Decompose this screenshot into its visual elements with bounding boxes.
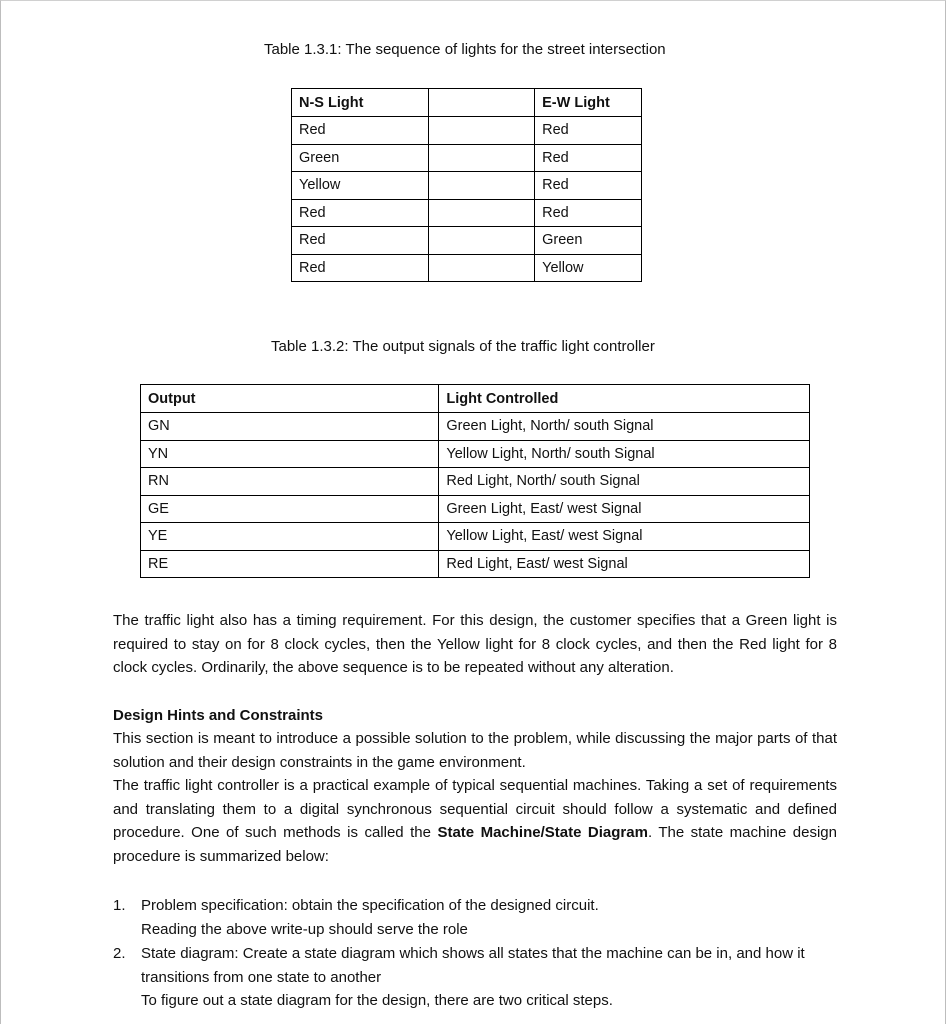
table-cell: Red [535,117,642,145]
table-cell: Green [535,227,642,255]
table-cell [428,144,534,172]
table-cell: Yellow [292,172,429,200]
light-sequence-table [291,88,642,282]
table-cell: Yellow [535,254,642,282]
table-row [141,440,810,468]
table-cell: Red [292,254,429,282]
column-header-output: Output [141,385,439,413]
state-machine-paragraph [113,774,837,868]
table-cell: Red Light, East/ west Signal [439,550,810,578]
table2-caption: Table 1.3.2: The output signals of the traffic light controller [271,338,655,355]
table-cell: Red [292,199,429,227]
table-cell: Red [535,199,642,227]
table-cell [428,199,534,227]
column-header-light-controlled: Light Controlled [439,385,810,413]
table-cell [428,227,534,255]
list-item-text: Problem specification: obtain the specification of the designed circuit. [141,897,599,914]
hints-intro-paragraph: This section is meant to introduce a possible solution to the problem, while discussing the major parts of that solution and their design constraints in the game environment. [113,730,837,771]
state-machine-term: State Machine/State Diagram [437,824,648,841]
table-cell: YE [141,523,439,551]
table-cell: Green Light, East/ west Signal [439,495,810,523]
list-item-body [141,942,837,1013]
table-cell [428,254,534,282]
list-item-body [141,894,837,941]
table-row [141,550,810,578]
table-row [141,495,810,523]
list-item-note: To figure out a state diagram for the design, there are two critical steps. [141,992,613,1009]
list-number: 1. [113,897,126,914]
timing-paragraph: The traffic light also has a timing requirement. For this design, the customer specifies that a Green light is required to stay on for 8 clock cycles, then the Yellow light for 8 clock cycles, and then the Red light for 8 clock cycles. Ordinarily, the above sequence is to be repeated without any alteration. [113,612,837,676]
column-header-ns: N-S Light [292,89,429,117]
table-row [292,144,642,172]
table1-caption: Table 1.3.1: The sequence of lights for the street intersection [264,41,666,58]
table-header-row [292,89,642,117]
table-cell: Red [535,144,642,172]
table-cell: Yellow Light, North/ south Signal [439,440,810,468]
table-cell [428,117,534,145]
table-cell [428,172,534,200]
column-header-ew: E-W Light [535,89,642,117]
table-cell: YN [141,440,439,468]
column-header-blank [428,89,534,117]
table-cell: RN [141,468,439,496]
table-row [292,172,642,200]
table-row [141,468,810,496]
table-row [141,413,810,441]
table-cell: Green Light, North/ south Signal [439,413,810,441]
table-cell: RE [141,550,439,578]
table-row [292,254,642,282]
paragraph-text: The traffic light controller is a practical example of typical sequential machines. Taking a set of requirements and translating them to a digital synchronous sequential circuit should follow a systematic and defined procedure. One of such methods is called the [113,777,837,841]
table-cell: Red Light, North/ south Signal [439,468,810,496]
table-cell: Red [292,117,429,145]
table-row [292,227,642,255]
table-cell: Yellow Light, East/ west Signal [439,523,810,551]
table-cell: Red [535,172,642,200]
output-signals-table [140,384,810,578]
table-row [141,523,810,551]
table-cell: GE [141,495,439,523]
table-cell: Green [292,144,429,172]
list-item-note: Reading the above write-up should serve the role [141,920,468,938]
table-header-row [141,385,810,413]
table-cell: GN [141,413,439,441]
list-item-text: State diagram: Create a state diagram which shows all states that the machine can be in, and how it transitions from one state to another [141,945,805,986]
paragraph-text: . The state machine design procedure is summarized below: [113,824,837,865]
list-number: 2. [113,945,126,962]
section-heading: Design Hints and Constraints [113,707,324,724]
table-row [292,199,642,227]
table-cell: Red [292,227,429,255]
table-row [292,117,642,145]
